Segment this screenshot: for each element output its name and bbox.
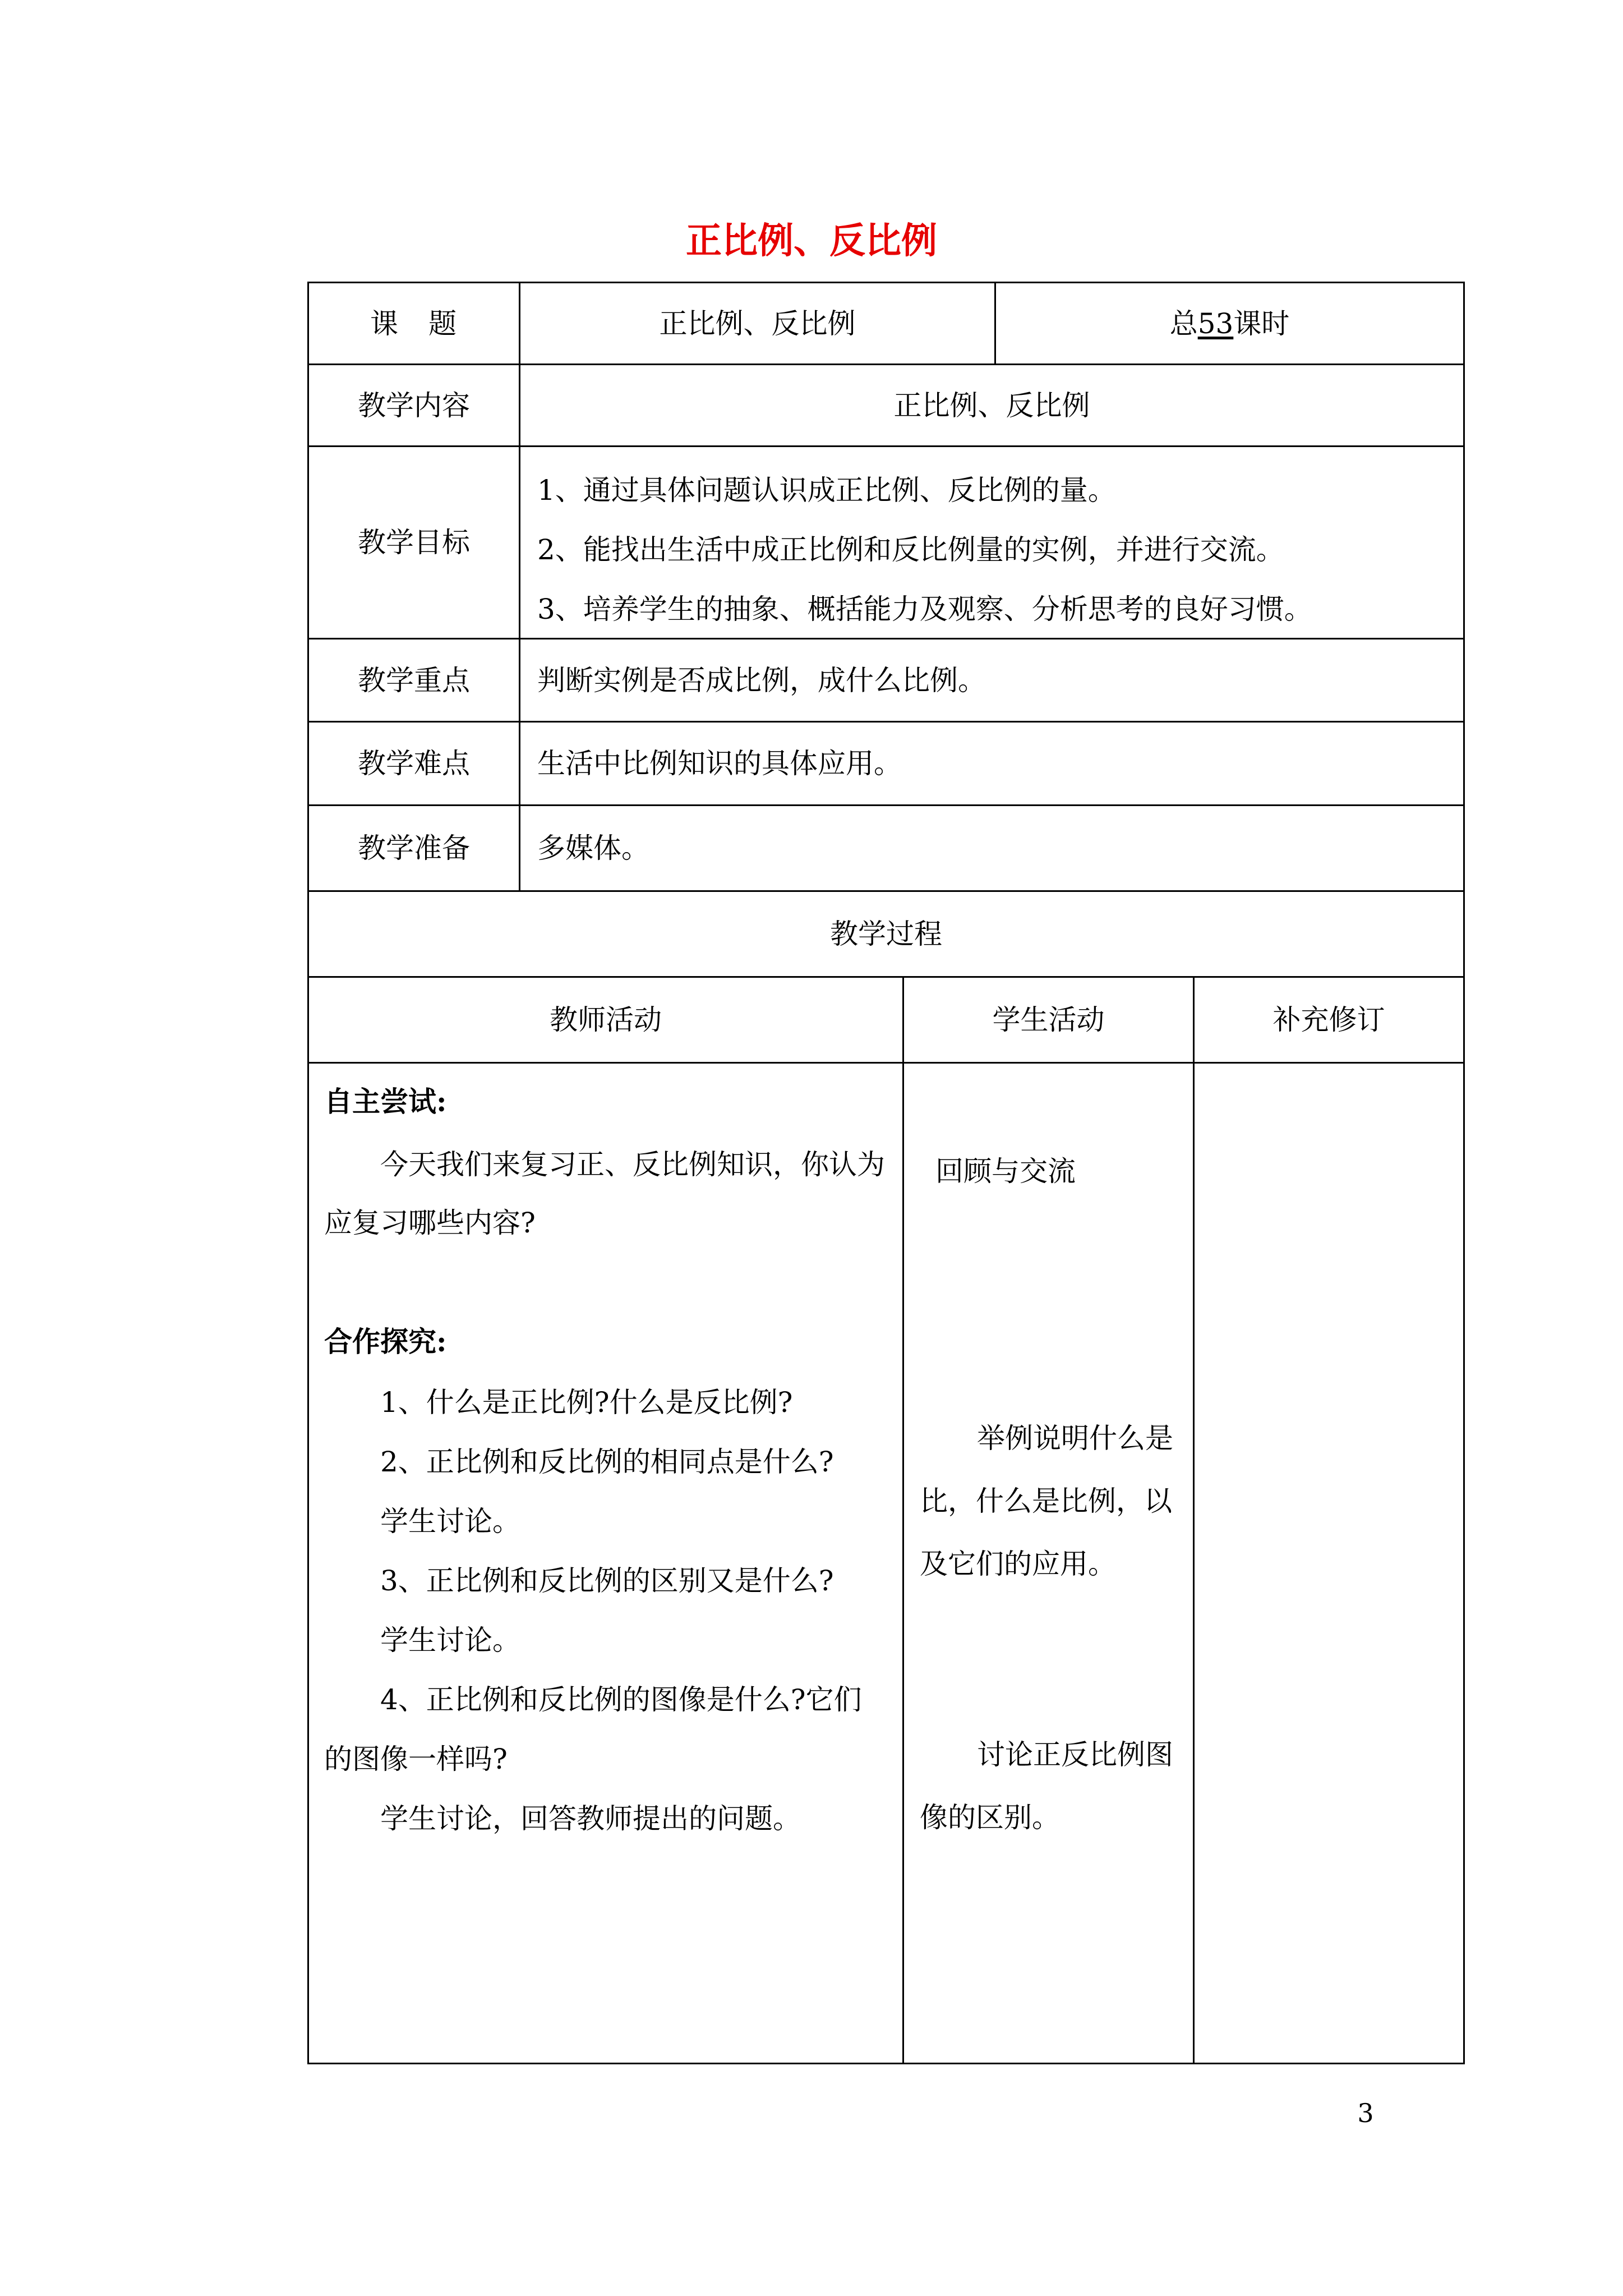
table-border (902, 976, 904, 2064)
table-border (1193, 976, 1195, 2064)
teacher-text-line: 2、正比例和反比例的相同点是什么? (380, 1446, 834, 1478)
student-text-line: 回顾与交流 (935, 1155, 1076, 1188)
section-title-cooperative-inquiry: 合作探究: (324, 1325, 447, 1358)
key-points-label: 教学重点 (358, 664, 470, 697)
content-label: 教学内容 (358, 389, 470, 422)
document-title: 正比例、反比例 (686, 220, 937, 262)
student-text-line: 举例说明什么是 (977, 1422, 1173, 1455)
column-header-teacher: 教师活动 (550, 1004, 662, 1036)
process-header: 教学过程 (830, 918, 942, 950)
preparation-value: 多媒体。 (537, 832, 649, 864)
page-number: 3 (1357, 2098, 1374, 2128)
teacher-text-line: 应复习哪些内容? (324, 1207, 536, 1239)
objective-item: 2、能找出生活中成正比例和反比例量的实例，并进行交流。 (537, 533, 1284, 566)
topic-label: 课 题 (370, 307, 458, 340)
content-value: 正比例、反比例 (893, 389, 1090, 422)
table-border (307, 1062, 1465, 1064)
key-points-value: 判断实例是否成比例，成什么比例。 (537, 664, 986, 697)
lesson-count-prefix: 总 (1169, 307, 1198, 340)
teacher-text-line: 学生讨论。 (380, 1505, 520, 1538)
table-border (307, 2063, 1465, 2064)
teacher-text-line: 的图像一样吗? (324, 1743, 508, 1775)
difficulties-value: 生活中比例知识的具体应用。 (537, 747, 902, 780)
preparation-label: 教学准备 (358, 832, 470, 864)
teacher-text-line: 今天我们来复习正、反比例知识，你认为 (380, 1148, 885, 1181)
teacher-text-line: 学生讨论，回答教师提出的问题。 (380, 1802, 801, 1835)
student-text-line: 比，什么是比例，以 (920, 1485, 1172, 1517)
column-header-revision: 补充修订 (1272, 1004, 1385, 1036)
objectives-label: 教学目标 (358, 526, 470, 559)
teacher-text-line: 4、正比例和反比例的图像是什么?它们 (380, 1683, 862, 1716)
teacher-text-line: 3、正比例和反比例的区别又是什么? (380, 1565, 834, 1597)
column-header-student: 学生活动 (992, 1004, 1105, 1036)
table-border (1463, 282, 1465, 2064)
objective-item: 3、培养学生的抽象、概括能力及观察、分析思考的良好习惯。 (537, 593, 1312, 625)
difficulties-label: 教学难点 (358, 747, 470, 780)
lesson-count-number: 53 (1197, 307, 1234, 340)
lesson-count (996, 283, 1463, 364)
teacher-text-line: 1、什么是正比例?什么是反比例? (380, 1386, 793, 1419)
student-text-line: 讨论正反比例图 (977, 1738, 1173, 1771)
section-title-self-attempt: 自主尝试: (324, 1085, 447, 1118)
objective-item: 1、通过具体问题认识成正比例、反比例的量。 (537, 474, 1116, 507)
student-text-line: 像的区别。 (920, 1801, 1060, 1834)
lesson-count-suffix: 课时 (1233, 307, 1290, 340)
topic-value: 正比例、反比例 (659, 307, 856, 340)
student-text-line: 及它们的应用。 (920, 1548, 1116, 1580)
teacher-text-line: 学生讨论。 (380, 1624, 520, 1657)
